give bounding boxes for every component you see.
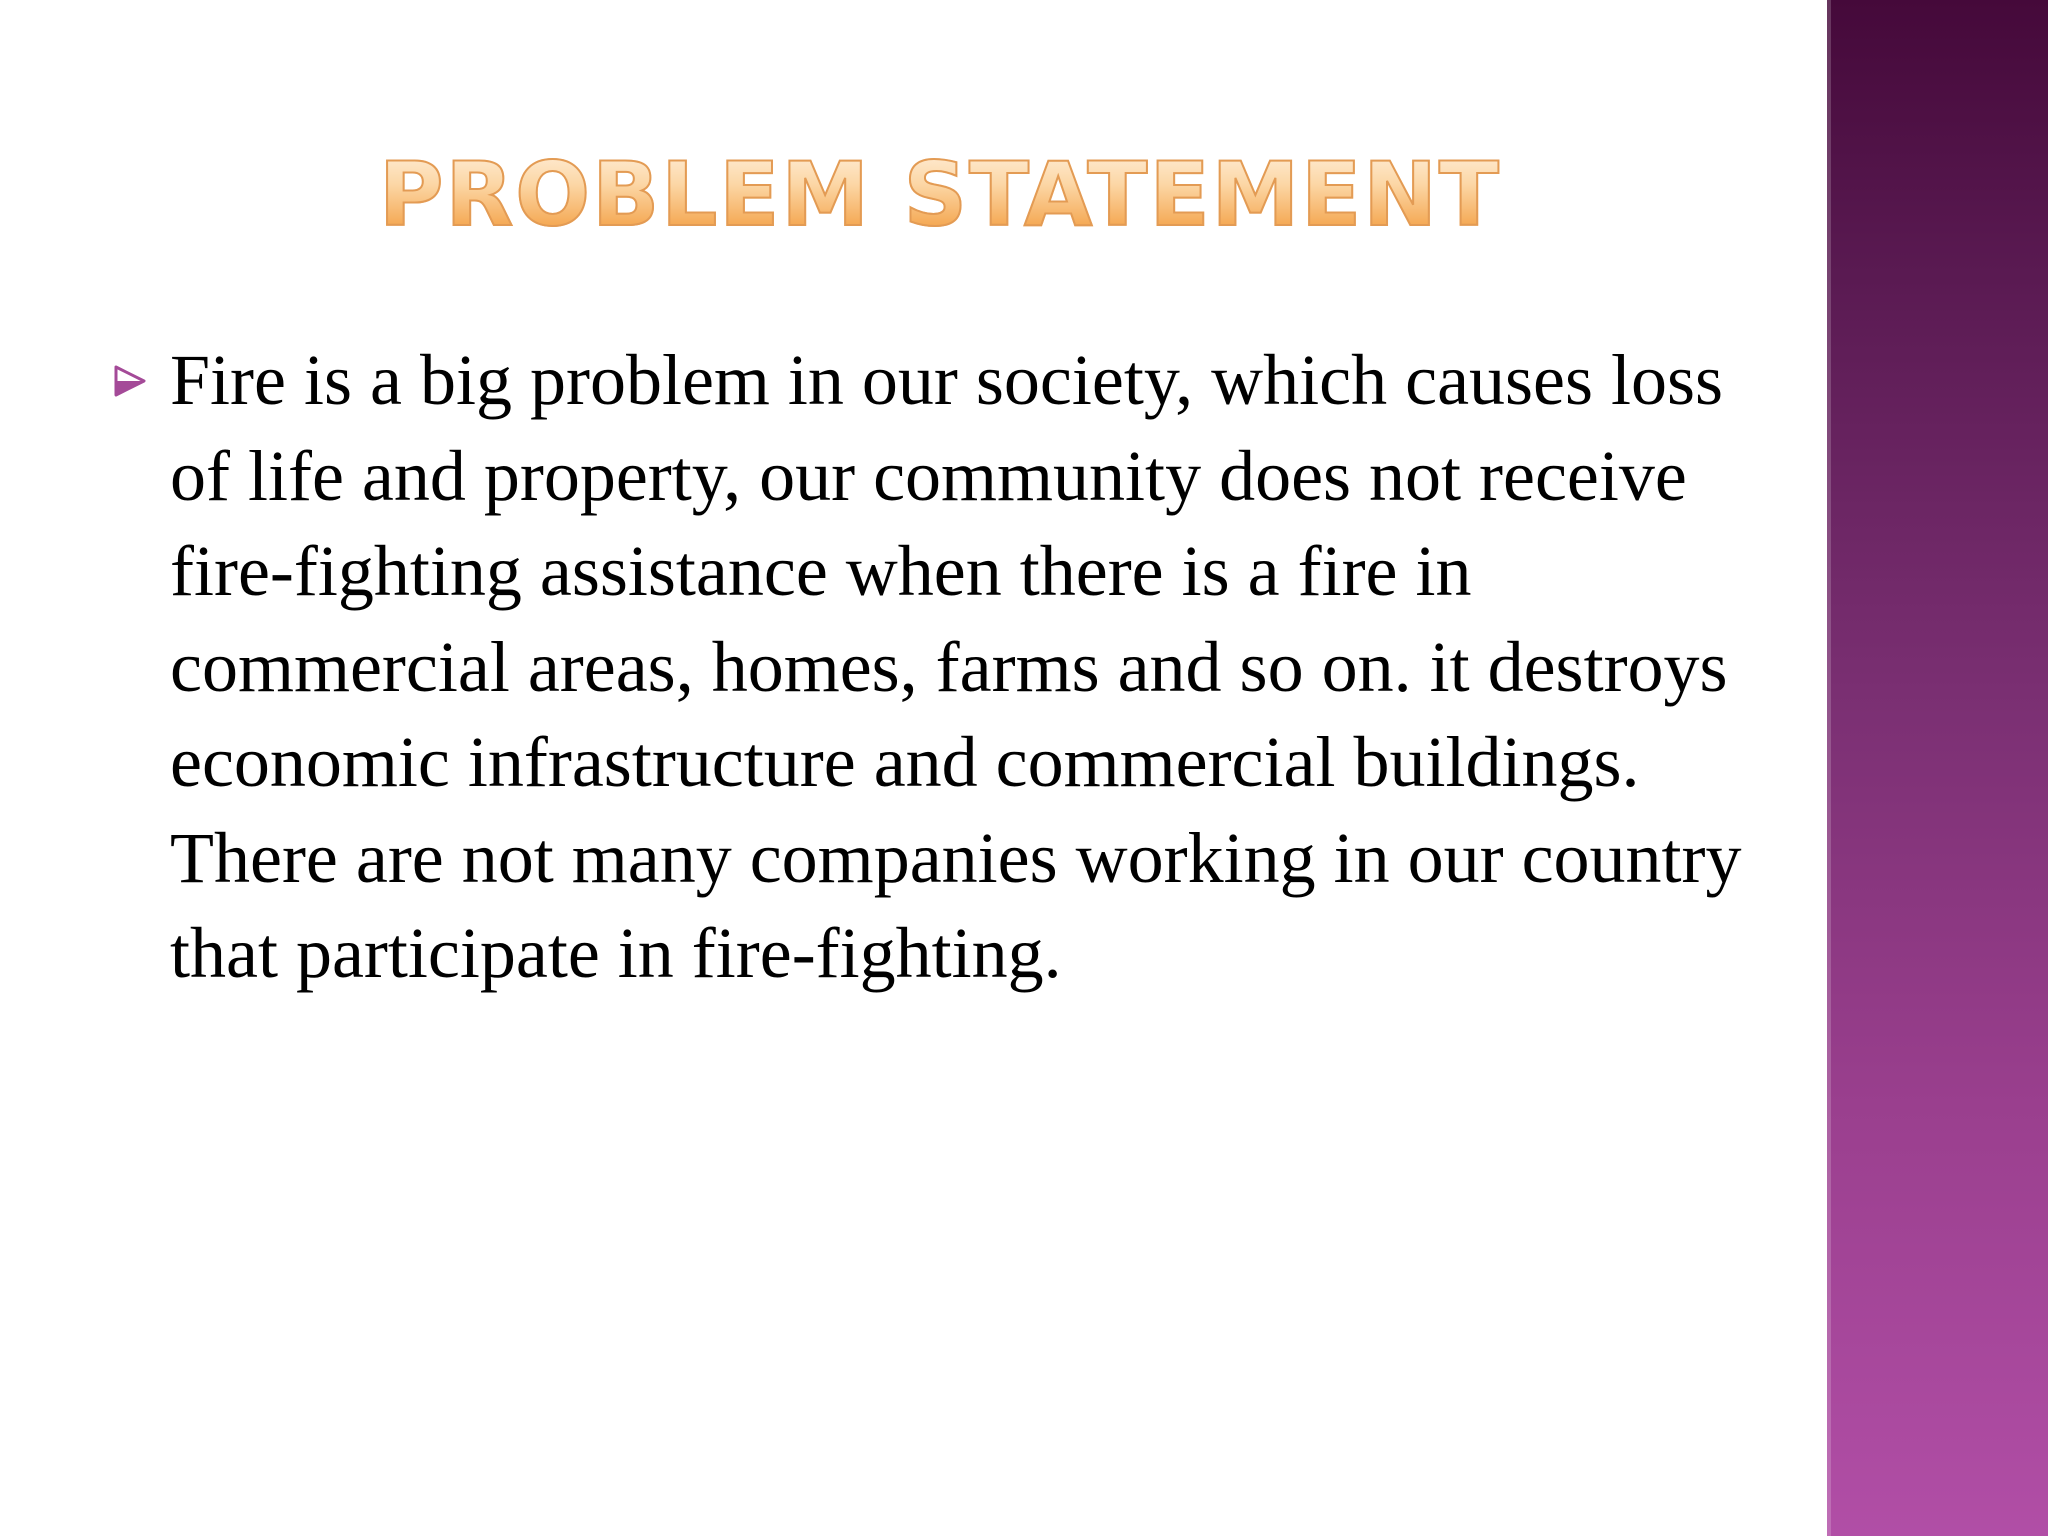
slide-title: PROBLEM STATEMENT <box>0 140 1880 250</box>
arrow-bullet-icon <box>110 361 150 401</box>
bullet-item <box>110 333 1790 1002</box>
bullet-text: Fire is a big problem in our society, which causes loss of life and property, our community does not receive fire-fighting assistance when there is a fire in commercial areas, homes, farms and so on. it destroys economic infrastructure and commercial buildings. There are not many companies working in our country that participate in fire-fighting. <box>170 340 1742 993</box>
